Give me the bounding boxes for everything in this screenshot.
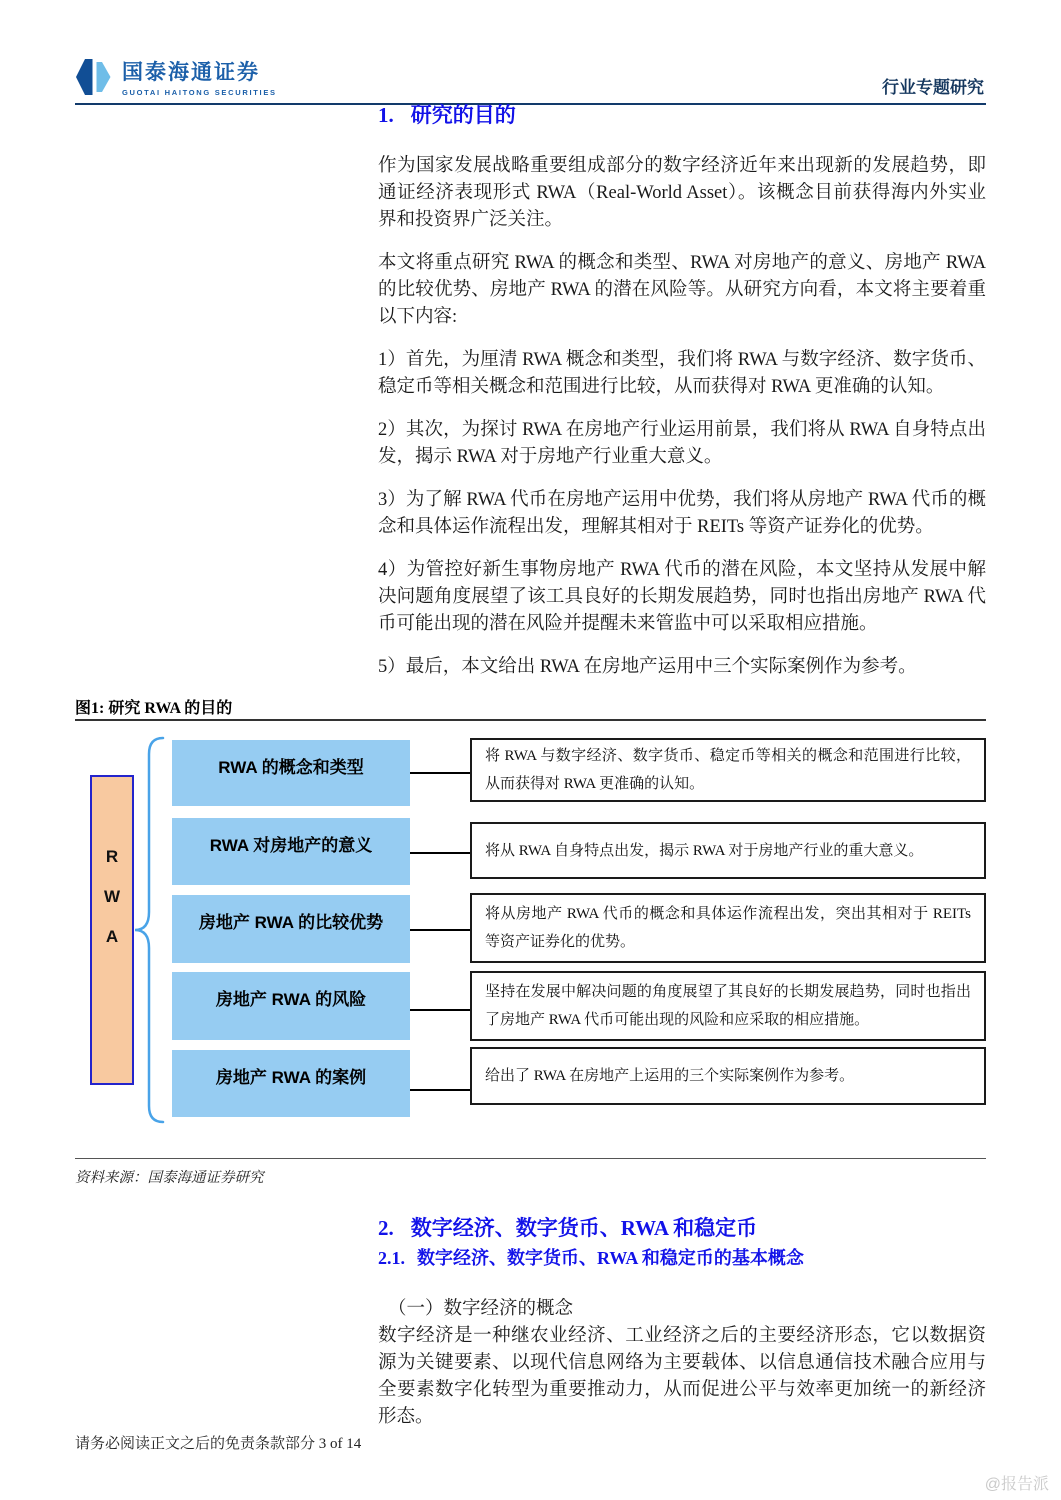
figure-bottom-rule (75, 1158, 986, 1159)
desc-text: 坚持在发展中解决问题的角度展望了其良好的长期发展趋势，同时也指出了房地产 RWA 代币可能出现的风险和应采取的相应措施。 (485, 984, 971, 1028)
desc-text: 将从 RWA 自身特点出发，揭示 RWA 对于房地产行业的重大意义。 (485, 842, 924, 859)
connector-line-2 (410, 852, 470, 854)
connector-line-5 (410, 1089, 470, 1091)
paragraph: 5）最后，本文给出 RWA 在房地产运用中三个实际案例作为参考。 (378, 657, 917, 677)
connector-line-3 (410, 929, 470, 931)
paragraph: 3）为了解 RWA 代币在房地产运用中优势，我们将从房地产 RWA 代币的概念和具体运作流程出发，理解其相对于 REITs 等资产证券化的优势。 (378, 490, 986, 537)
section-1-body (378, 153, 986, 697)
paragraph: 数字经济是一种继农业经济、工业经济之后的主要经济形态，它以数据资源为关键要素、以现代信息网络为主要载体、以信息通信技术融合应用与全要素数字化转型为重要推动力，从而促进公平与效率更加统一的新经济形态。 (378, 1326, 986, 1427)
rwa-letter: A (105, 927, 119, 946)
branch-box-4: 房地产 RWA 的风险 (172, 972, 410, 1040)
logo-title: 国泰海通证券 (122, 61, 260, 85)
section-1-number: 1. (378, 103, 394, 127)
figure-source: 资料来源：国泰海通证券研究 (75, 1170, 264, 1186)
desc-box-1 (470, 738, 986, 802)
desc-box-5 (470, 1047, 986, 1105)
branch-box-1: RWA 的概念和类型 (172, 740, 410, 806)
paragraph: 1）首先，为厘清 RWA 概念和类型，我们将 RWA 与数字经济、数字货币、稳定币等相关概念和范围进行比较，从而获得对 RWA 更准确的认知。 (378, 350, 986, 397)
rwa-letter: R (105, 847, 119, 866)
desc-box-2 (470, 822, 986, 879)
paragraph: 4）为管控好新生事物房地产 RWA 代币的潜在风险，本文坚持从发展中解决问题角度展望了该工具良好的长期发展趋势，同时也指出房地产 RWA 代币可能出现的潜在风险并提醒未来管监中可以采取相应措施。 (378, 560, 986, 634)
branch-box-5: 房地产 RWA 的案例 (172, 1050, 410, 1117)
section-2-1-heading (378, 1248, 804, 1270)
connector-line-1 (410, 772, 470, 774)
desc-box-4 (470, 971, 986, 1041)
desc-text: 给出了 RWA 在房地产上运用的三个实际案例作为参考。 (485, 1068, 855, 1084)
section-2-heading (378, 1216, 757, 1241)
rwa-letter: W (103, 887, 121, 906)
figure-top-rule (75, 719, 986, 721)
section-2-1-title: 数字经济、数字货币、RWA 和稳定币的基本概念 (417, 1248, 804, 1268)
company-logo (75, 57, 277, 102)
logo-text (122, 62, 277, 96)
section-1-title: 研究的目的 (410, 103, 516, 127)
section-1-heading (378, 103, 516, 128)
section-2-1-number: 2.1. (378, 1248, 405, 1268)
lead-line: （一）数字经济的概念 (388, 1299, 574, 1319)
paragraph: 2）其次，为探讨 RWA 在房地产行业运用前景，我们将从 RWA 自身特点出发，揭示 RWA 对于房地产行业重大意义。 (378, 420, 986, 467)
section-2-body (378, 1296, 986, 1447)
watermark: @报告派 (984, 1476, 1049, 1493)
paragraph: 本文将重点研究 RWA 的概念和类型、RWA 对房地产的意义、房地产 RWA 的比较优势、房地产 RWA 的潜在风险等。从研究方向看，本文将主要着重以下内容: (378, 253, 986, 327)
desc-box-3 (470, 893, 986, 963)
logo-gem-icon (75, 57, 113, 102)
rwa-root-box (90, 775, 134, 1085)
paragraph: 作为国家发展战略重要组成部分的数字经济近年来出现新的发展趋势，即通证经济表现形式 RWA（Real-World Asset）。该概念目前获得海内外实业界和投资界广泛关注。 (378, 156, 986, 230)
figure-diagram (0, 730, 1061, 1130)
report-type-label: 行业专题研究 (882, 78, 984, 97)
figure-title: 图1: 研究 RWA 的目的 (75, 700, 233, 717)
desc-text: 将 RWA 与数字经济、数字货币、稳定币等相关的概念和范围进行比较，从而获得对 RWA 更准确的认知。 (485, 748, 971, 792)
branch-box-2: RWA 对房地产的意义 (172, 818, 410, 885)
branch-box-3: 房地产 RWA 的比较优势 (172, 895, 410, 963)
section-2-number: 2. (378, 1216, 394, 1240)
section-2-title: 数字经济、数字货币、RWA 和稳定币 (410, 1216, 758, 1240)
disclaimer-footer: 请务必阅读正文之后的免责条款部分 3 of 14 (75, 1436, 362, 1452)
logo-subtitle: GUOTAI HAITONG SECURITIES (122, 87, 277, 97)
page-header (75, 56, 986, 105)
connector-line-4 (410, 1009, 470, 1011)
desc-text: 将从房地产 RWA 代币的概念和具体运作流程出发，突出其相对于 REITs 等资产证券化的优势。 (485, 906, 971, 950)
